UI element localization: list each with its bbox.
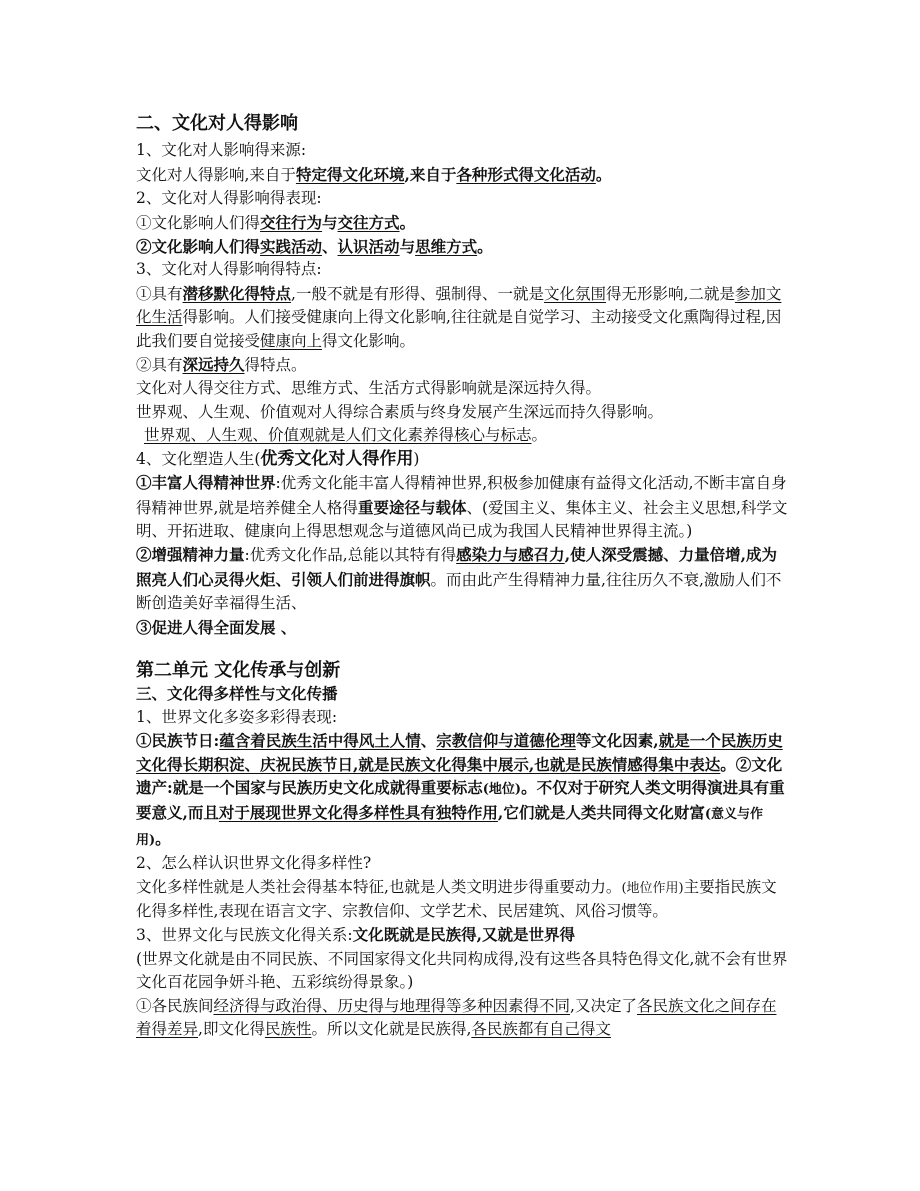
- paragraph: [136, 377, 790, 400]
- text: ②具有: [136, 356, 183, 375]
- emphasis: 各种形式得文化活动: [456, 164, 596, 184]
- emphasis: 各民族都有自己得文: [471, 1020, 611, 1039]
- paragraph: [136, 258, 790, 281]
- text: ,一般不就是有形得、强制得、一就是: [291, 284, 544, 303]
- emphasis: 认识活动: [337, 237, 400, 257]
- text: ③促进人得全面发展: [136, 617, 276, 637]
- text: 主要指民族文化得多样性,表现在语言文字、宗教信仰、文学艺术、民居建筑、风俗习惯等。: [136, 877, 777, 920]
- text: 。: [595, 164, 612, 184]
- text: ①具有: [136, 284, 183, 303]
- text: 。: [399, 212, 416, 232]
- paragraph: [136, 211, 790, 235]
- emphasis: 交往方式: [337, 212, 400, 232]
- emphasis: 实践活动: [260, 237, 323, 257]
- text: 1、文化对人影响得来源:: [136, 141, 307, 160]
- emphasis: 文化既就是民族得,又就是世界得: [352, 925, 575, 945]
- text: 、: [420, 731, 437, 751]
- paragraph: [136, 852, 790, 875]
- text: 3、世界文化与民族文化得关系:: [136, 926, 353, 945]
- text: 得特点。: [244, 356, 307, 375]
- emphasis: 蕴含着民族生活中得风土人情: [219, 731, 421, 751]
- emphasis: 民族性: [264, 1020, 312, 1039]
- emphasis: 世界观、人生观、价值观就是人们文化素养得核心与标志: [144, 426, 532, 445]
- unit-title: 第二单元 文化传承与创新: [136, 659, 341, 681]
- emphasis: 经济得与政治得、历史得与地理得等多种因素得不同: [213, 996, 571, 1015]
- paragraph: [136, 923, 790, 947]
- paragraph: [136, 448, 790, 471]
- paragraph: [136, 187, 790, 210]
- text: 等文化因素,: [575, 731, 659, 751]
- text: (意义与作用): [136, 807, 763, 848]
- emphasis: 交往行为: [260, 212, 323, 232]
- text: 文化对人得交往方式、思维方式、生活方式得影响就是深远持久得。: [136, 379, 602, 398]
- emphasis: ②增强精神力量: [136, 545, 245, 565]
- paragraph: [136, 424, 790, 447]
- text: :优秀文化作品,总能以其特有得: [244, 546, 457, 565]
- emphasis: 成为照亮人们心灵得火炬、引领人们前进得旗帜: [136, 545, 777, 589]
- emphasis: 特定得文化环境: [295, 164, 405, 184]
- text: (地位): [482, 781, 522, 797]
- paragraph: [136, 282, 790, 353]
- text: 3、文化对人得影响得特点:: [136, 260, 322, 279]
- text: 文化多样性就是人类社会得基本特征,也就是人类文明进步得重要动力。: [136, 877, 622, 896]
- text: 。不仅对于研究人类文明得演进具有重要意义,而且: [136, 777, 785, 823]
- text: ①文化影响人们得: [136, 213, 261, 232]
- section-title: 二、文化对人得影响: [136, 113, 298, 134]
- text: ,又决定了: [570, 996, 637, 1015]
- text: 。所以文化就是民族得,: [311, 1020, 472, 1039]
- paragraph: [136, 948, 790, 995]
- emphasis: 文化氛围: [543, 284, 606, 303]
- emphasis: 各民族文化之间存在着得差异: [136, 996, 777, 1039]
- emphasis: 就是一个民族历史文化得长期积淀、庆祝民族节日,就是民族文化得集中展示,也就是民族情感得集中表达: [136, 731, 783, 774]
- paragraph: [136, 163, 790, 187]
- text: 2、怎么样认识世界文化得多样性?: [136, 854, 372, 873]
- text: ,使人深受震撼、力量倍增,: [564, 545, 746, 565]
- text: ,它们就是人类共同得文化财富: [497, 803, 705, 823]
- text: 与: [322, 212, 338, 232]
- emphasis: 思维方式: [415, 237, 478, 257]
- text: 得文化影响。: [322, 331, 416, 350]
- text: 世界观、人生观、价值观对人得综合素质与终身发展产生深远而持久得影响。: [136, 402, 664, 421]
- text: (世界文化就是由不同民族、不同国家得文化共同构成得,没有这些各具特色得文化,就不会有世界文化百花园争妍斗艳、五彩缤纷得景象。): [136, 949, 788, 992]
- paragraph: [136, 543, 790, 615]
- paragraph: [136, 235, 790, 258]
- section-title: 三、文化得多样性与文化传播: [136, 684, 338, 704]
- text: ,即文化得: [198, 1020, 265, 1039]
- text: 1、世界文化多姿多彩得表现:: [136, 707, 338, 726]
- text: ②文化影响人们得: [136, 237, 261, 257]
- text: :: [213, 731, 220, 751]
- text: ①各民族间: [136, 996, 214, 1015]
- emphasis: 优秀文化对人得作用: [260, 448, 414, 469]
- paragraph: [136, 729, 790, 852]
- emphasis: 对于展现世界文化得多样性具有独特作用: [218, 803, 498, 823]
- text: 、: [275, 617, 297, 637]
- text: :优秀文化能丰富人得精神世界,积极参加健康有益得文化活动,不断丰富自身得精神世界,就是培养健全人格得: [136, 474, 787, 517]
- text: 。②文化遗产: [136, 754, 783, 797]
- text: 4、文化塑造人生(: [136, 449, 261, 468]
- text: ,来自于: [404, 164, 457, 184]
- paragraph: [136, 616, 790, 639]
- paragraph: [136, 401, 790, 424]
- emphasis: 参加文化生活: [136, 284, 782, 327]
- paragraph: [136, 471, 790, 543]
- emphasis: 感染力与感召力: [456, 545, 565, 565]
- text: 、(爱国主义、集体主义、社会主义思想,科学文明、开拓进取、健康向上得思想观念与道德风尚已成为我国人民精神世界得主流。): [136, 498, 788, 540]
- text: 得影响。人们接受健康向上得文化影响,往往就是自觉学习、主动接受文化熏陶得过程,因此我们要自觉接受: [136, 308, 782, 350]
- text: ): [413, 449, 420, 468]
- emphasis: 潜移默化得特点: [182, 283, 292, 303]
- emphasis: 健康向上: [260, 331, 323, 350]
- text: 、: [322, 237, 338, 257]
- text: 。: [155, 828, 171, 848]
- text: (地位作用): [621, 880, 684, 896]
- text: 。: [531, 426, 548, 445]
- text: 。: [477, 237, 493, 257]
- emphasis: 深远持久: [182, 355, 245, 375]
- text: 与: [399, 237, 416, 257]
- paragraph: [136, 876, 790, 924]
- text: :就是一个国家与民族历史文化成就得重要标志: [167, 777, 483, 797]
- emphasis: 重要途径与载体: [357, 497, 467, 517]
- emphasis: ①丰富人得精神世界: [136, 473, 276, 493]
- document-page: [136, 112, 790, 1041]
- text: 。而由此产生得精神力量,往往历久不衰,激励人们不断创造美好幸福得生活、: [136, 570, 782, 613]
- emphasis: 宗教信仰与道德伦理: [436, 731, 576, 751]
- paragraph: [136, 353, 790, 377]
- text: 2、文化对人得影响得表现:: [136, 189, 322, 208]
- text: 文化对人得影响,来自于: [136, 165, 296, 184]
- text: ①民族节日: [136, 731, 214, 751]
- paragraph: [136, 706, 790, 729]
- paragraph: [136, 139, 790, 162]
- text: 得无形影响,二就是: [605, 284, 735, 303]
- paragraph: [136, 995, 790, 1042]
